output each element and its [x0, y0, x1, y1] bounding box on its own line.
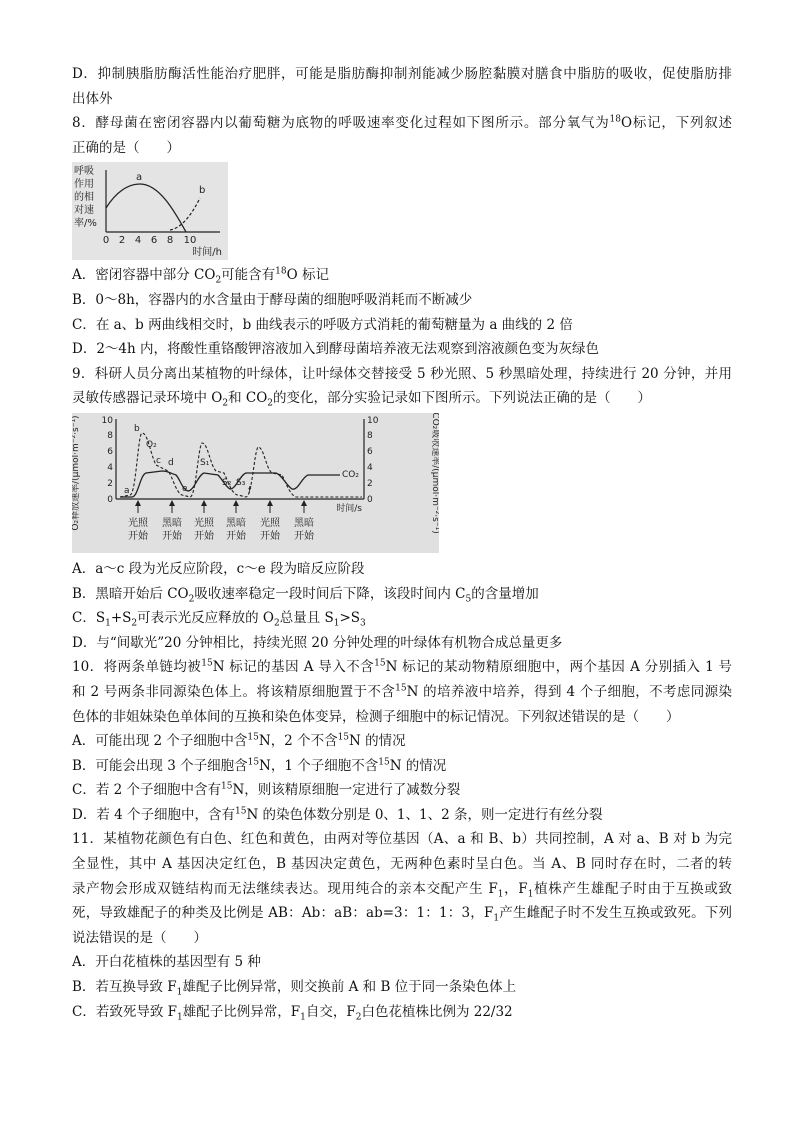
- q8-option-a: A．密闭容器中部分 $CO_2$可能含有$^{18}$O 标记: [72, 266, 329, 287]
- q10-option-a: A．可能出现 2 个子细胞中含$^{15}$N，2 个不含$^{15}$N 的情况: [72, 732, 406, 750]
- q9-s3-label: S₃: [236, 477, 246, 488]
- q9-point-b: b: [134, 423, 140, 434]
- q9-option-b: B．黑暗开始后 $CO_2$吸收速率稳定一段时间后下降，该段时间内 $C_5$的含量增加: [72, 585, 539, 605]
- q9-chloroplast-figure: [72, 413, 439, 553]
- q8-ylabel-5: 率/%: [74, 218, 97, 230]
- q9-ytick-left-10: 10: [101, 415, 113, 426]
- exam-page: [72, 62, 732, 1024]
- q9-phase4-bottom: 开始: [226, 530, 246, 542]
- q9-phase2-top: 黑暗: [162, 517, 182, 529]
- q8-stem-line1: 8．酵母菌在密闭容器内以葡萄糖为底物的呼吸速率变化过程如下图所示。部分氧气为$^{18}$O标记，下列叙述: [72, 114, 732, 132]
- q11-option-a: A．开白花植株的基因型有 5 种: [72, 954, 261, 971]
- q8-curve-b: [170, 198, 200, 230]
- q9-o2-label: O₂: [146, 439, 157, 450]
- q8-xtick-2: 2: [118, 235, 126, 247]
- q8-option-c: C．在 a、b 两曲线相交时，b 曲线表示的呼吸方式消耗的葡萄糖量为 a 曲线的 2 倍: [72, 316, 573, 333]
- q10-option-c: C．若 2 个子细胞中含有$^{15}$N，则该精原细胞一定进行了减数分裂: [72, 781, 461, 799]
- q10-stem-line3: 色体的非姐妹染色单体间的互换和染色体变异，检测子细胞中的标记情况。下列叙述错误的是（ ）: [72, 708, 680, 725]
- q9-co2-label: CO₂: [342, 469, 359, 480]
- q9-stem-line1: 9．科研人员分离出某植物的叶绿体，让叶绿体交替接受 5 秒光照、5 秒黑暗处理，持续进行 20 分钟，并用: [72, 365, 732, 382]
- q9-point-f: f: [248, 485, 252, 496]
- q8-xtick-8: 8: [166, 235, 174, 247]
- q9-ytick-right-8: 8: [367, 430, 373, 441]
- q8-ylabel-4: 对速: [74, 205, 94, 217]
- q9-option-c: C．$S_1+S_2$可表示光反应释放的 $O_2$总量且 $S_1>S_3$: [72, 610, 366, 629]
- q9-phase4-top: 黑暗: [226, 517, 246, 529]
- q10-stem-line2: 和 2 号两条非同源染色体上。将该精原细胞置于不含$^{15}$N 的培养液中培养，得到 4 个子细胞，不考虑同源染: [72, 683, 732, 700]
- q10-stem-line1: 10．将两条单链均被$^{15}$N 标记的基因 A 导入不含$^{15}$N 标记的某动物精原细胞中，两个基因 A 分别插入 1 号: [72, 658, 733, 676]
- q10-option-b: B．可能会出现 3 个子细胞含$^{15}$N，1 个子细胞不含$^{15}$N 的情况: [72, 757, 447, 774]
- q9-phase2-bottom: 开始: [162, 530, 182, 542]
- q9-s1-label: S₁: [200, 457, 210, 468]
- q11-stem-line4: 死，导致雄配子的种类及比例是 AB：Ab：aB：ab=3：1：1：3，$F_1$产生雌配子时不发生互换或致死。下列: [72, 905, 733, 924]
- q9-point-a: a: [124, 485, 130, 496]
- q9-ytick-left-0: 0: [107, 494, 113, 505]
- q11-stem-line5: 说法错误的是（ ）: [72, 929, 207, 946]
- q8-xtick-10: 10: [183, 235, 197, 247]
- q9-ytick-left-4: 4: [107, 462, 113, 473]
- q10-option-d: D．若 4 个子细胞中，含有$^{15}$N 的染色体数分别是 0、1、1、2 条，则一定进行有丝分裂: [72, 806, 603, 823]
- q8-option-b: B．0～8h，容器内的水含量由于酵母菌的细胞呼吸消耗而不断减少: [72, 291, 473, 308]
- q8-figure-svg: [72, 162, 228, 260]
- q9-ytick-right-10: 10: [367, 415, 379, 426]
- q9-phase1-top: 光照: [128, 517, 148, 529]
- q7-option-d-line2: 出体外: [72, 90, 113, 107]
- q8-xlabel: 时间/h: [192, 247, 222, 259]
- q9-ytick-right-2: 2: [367, 478, 373, 489]
- q8-curve-a: [106, 184, 186, 232]
- q9-point-e: e: [182, 483, 188, 494]
- q9-ylabel-right: CO₂吸收速率/(μmol·m⁻²·s⁻¹): [430, 412, 439, 534]
- q9-option-a: A．a～c 段为光反应阶段，c～e 段为暗反应阶段: [72, 560, 365, 577]
- q11-stem-line3: 录产物会形成双链结构而无法继续表达。现用纯合的亲本交配产生 $F_1$，$F_1$植株产生雄配子时由于互换或致: [72, 880, 733, 900]
- q9-xlabel: 时间/s: [336, 503, 362, 514]
- q8-respiration-figure: [72, 162, 228, 260]
- q9-figure-svg: [72, 413, 439, 553]
- q8-curve-b-label: b: [199, 185, 206, 197]
- q9-phase6-bottom: 开始: [294, 530, 314, 542]
- q8-ylabel-3: 的相: [74, 192, 94, 204]
- q8-ylabel-2: 作用: [74, 179, 94, 191]
- q9-ytick-left-6: 6: [107, 446, 113, 457]
- q8-stem-line2: 正确的是（ ）: [72, 139, 180, 156]
- q8-xtick-0: 0: [102, 235, 110, 247]
- q9-ytick-right-4: 4: [367, 462, 373, 473]
- q8-ylabel-1: 呼吸: [74, 166, 94, 178]
- q9-phase3-top: 光照: [194, 517, 214, 529]
- q11-stem-line1: 11．某植物花颜色有白色、红色和黄色，由两对等位基因（A、a 和 B、b）共同控制，A 对 a、B 对 b 为完: [72, 831, 732, 848]
- q9-ytick-right-0: 0: [367, 494, 373, 505]
- q9-phase1-bottom: 开始: [128, 530, 148, 542]
- q11-option-c: C．若致死导致 $F_1$雄配子比例异常，$F_1$自交，$F_2$白色花植株比例为 22/32: [72, 1003, 513, 1023]
- q9-stem-line2: 灵敏传感器记录环境中 $O_2$和 $CO_2$的变化，部分实验记录如下图所示。下列说法正确的是（ ）: [72, 390, 652, 410]
- q11-option-b: B．若互换导致 $F_1$雄配子比例异常，则交换前 A 和 B 位于同一条染色体上: [72, 979, 517, 998]
- q7-option-d-line1: D．抑制胰脂肪酶活性能治疗肥胖，可能是脂肪酶抑制剂能减少肠腔黏膜对膳食中脂肪的吸收，促使脂肪排: [72, 66, 732, 82]
- q8-xtick-4: 4: [134, 235, 142, 247]
- q11-stem-line2: 全显性，其中 A 基因决定红色，B 基因决定黄色，无两种色素时呈白色。当 A、B 同时存在时，二者的转: [72, 856, 732, 873]
- q9-ylabel-left: O₂释放速率/(μmol·m⁻²·s⁻¹): [72, 415, 81, 531]
- q8-curve-a-label: a: [136, 172, 143, 184]
- q9-phase5-bottom: 开始: [260, 530, 280, 542]
- q9-ytick-right-6: 6: [367, 446, 373, 457]
- q9-phase5-top: 光照: [260, 517, 280, 529]
- q9-ytick-left-8: 8: [107, 430, 113, 441]
- q9-option-d: D．与“间歇光”20 分钟相比，持续光照 20 分钟处理的叶绿体有机物合成总量更多: [72, 634, 563, 651]
- q9-ytick-left-2: 2: [107, 478, 113, 489]
- q8-option-d: D．2～4h 内，将酸性重铬酸钾溶液加入到酵母菌培养液无法观察到溶液颜色变为灰绿色: [72, 341, 599, 358]
- q8-xtick-6: 6: [150, 235, 158, 247]
- q9-point-c: c: [156, 455, 161, 466]
- q9-phase6-top: 黑暗: [294, 517, 314, 529]
- q9-phase3-bottom: 开始: [194, 530, 214, 542]
- q9-s2-label: S₂: [222, 477, 232, 488]
- q9-point-d: d: [168, 457, 174, 468]
